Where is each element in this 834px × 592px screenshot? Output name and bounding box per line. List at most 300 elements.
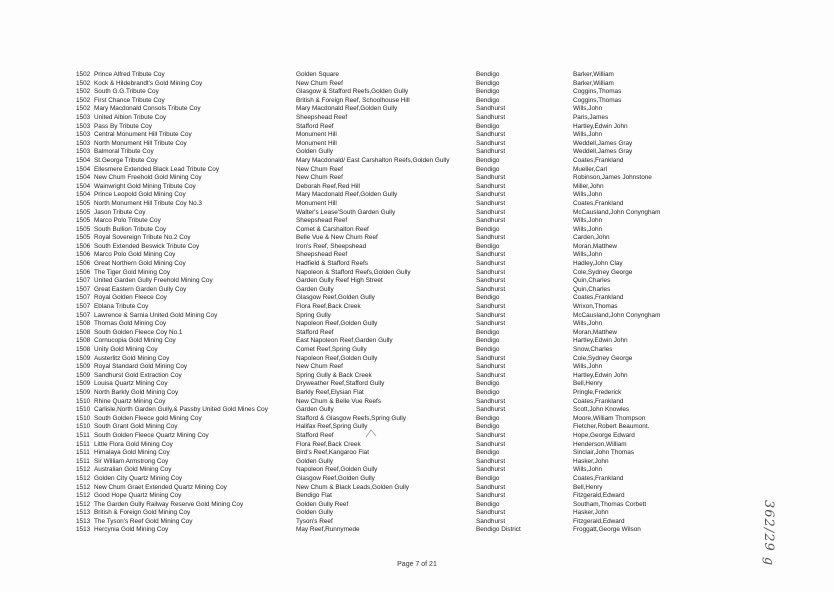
registrant-cell: Hope,George Edward bbox=[573, 431, 635, 439]
location-cell: Golden Gully bbox=[296, 509, 333, 517]
table-row bbox=[76, 372, 676, 381]
district-cell: Bendigo bbox=[476, 500, 500, 508]
location-cell: Spring Gully bbox=[296, 311, 331, 319]
company-name-cell: Royal Sovereign Tribute No.2 Coy bbox=[94, 234, 191, 242]
registrant-cell: Barker,William bbox=[573, 79, 614, 87]
entry-number-cell: 1505 bbox=[76, 225, 91, 233]
location-cell: Stafford Reef bbox=[296, 328, 334, 336]
company-name-cell: First Chance Tribute Coy bbox=[94, 96, 165, 104]
registrant-cell: Robinson,James Johnstone bbox=[573, 174, 652, 182]
location-cell: New Chum Reef bbox=[296, 79, 343, 87]
table-row bbox=[76, 492, 676, 501]
table-row bbox=[76, 114, 676, 123]
location-cell: May Reef,Runnymede bbox=[296, 526, 360, 534]
entry-number-cell: 1502 bbox=[76, 88, 91, 96]
entry-number-cell: 1503 bbox=[76, 148, 91, 156]
company-name-cell: Lawrence & Sarnia United Gold Mining Coy bbox=[94, 311, 218, 319]
table-row bbox=[76, 518, 676, 527]
registrant-cell: Wills,John bbox=[573, 131, 603, 139]
handwritten-reference-note: 362/29 g bbox=[761, 500, 776, 567]
registrant-cell: Fitzgerald,Edward bbox=[573, 492, 625, 500]
registrant-cell: Southam,Thomas Corbett bbox=[573, 500, 647, 508]
entry-number-cell: 1512 bbox=[76, 500, 91, 508]
registrant-cell: Fitzgerald,Edward bbox=[573, 517, 625, 525]
company-name-cell: Cornucopia Gold Mining Coy bbox=[94, 337, 176, 345]
district-cell: Bendigo bbox=[476, 165, 500, 173]
company-name-cell: Kock & Hildebrandt's Gold Mining Coy bbox=[94, 79, 203, 87]
location-cell: New Chum Reef bbox=[296, 165, 343, 173]
district-cell: Sandhurst bbox=[476, 208, 506, 216]
pen-mark bbox=[365, 428, 377, 438]
table-row bbox=[76, 174, 676, 183]
company-name-cell: New Chum Freehold Gold Mining Coy bbox=[94, 174, 202, 182]
district-cell: Sandhurst bbox=[476, 483, 506, 491]
registrant-cell: Moran,Matthew bbox=[573, 242, 618, 250]
table-row bbox=[76, 209, 676, 218]
company-name-cell: South Extended Beswick Tribute Coy bbox=[94, 242, 200, 250]
entry-number-cell: 1503 bbox=[76, 139, 91, 147]
entry-number-cell: 1510 bbox=[76, 414, 91, 422]
entry-number-cell: 1509 bbox=[76, 388, 91, 396]
registrant-cell: Hadley,John Clay bbox=[573, 260, 623, 268]
location-cell: Comet Reef,Spring Gully bbox=[296, 346, 367, 353]
table-row bbox=[76, 312, 676, 321]
company-name-cell: New Chum Graet Extended Quartz Mining Coy bbox=[94, 483, 227, 491]
district-cell: Sandhurst bbox=[476, 199, 506, 207]
location-cell: Golden Gully bbox=[296, 148, 333, 156]
location-cell: Sheepshead Reef bbox=[296, 217, 348, 225]
entry-number-cell: 1507 bbox=[76, 294, 91, 302]
company-name-cell: Prince Alfred Tribute Coy bbox=[94, 71, 165, 78]
registrant-cell: Paris,James bbox=[573, 113, 609, 121]
company-name-cell: Great Eastern Garden Gully Coy bbox=[94, 285, 187, 293]
table-row bbox=[76, 526, 676, 535]
entry-number-cell: 1504 bbox=[76, 156, 91, 164]
company-name-cell: United Albion Tribute Coy bbox=[94, 113, 167, 121]
registrant-cell: Fletcher,Robert Beaumont. bbox=[573, 423, 650, 431]
company-name-cell: Sir William Armstrong Coy bbox=[94, 457, 169, 465]
district-cell: Sandhurst bbox=[476, 492, 506, 500]
company-name-cell: British & Foreign Gold Mining Coy bbox=[94, 509, 191, 517]
table-row bbox=[76, 166, 676, 175]
district-cell: Bendigo bbox=[476, 294, 500, 302]
location-cell: New Chum Reef bbox=[296, 363, 343, 371]
location-cell: Golden Gully Reef bbox=[296, 500, 349, 508]
company-name-cell: Eblana Tribute Coy bbox=[94, 303, 149, 311]
table-row bbox=[76, 131, 676, 140]
registrant-cell: McCausland,John Conyngham bbox=[573, 311, 661, 319]
entry-number-cell: 1508 bbox=[76, 328, 91, 336]
table-row bbox=[76, 415, 676, 424]
registrant-cell: Barker,William bbox=[573, 71, 614, 78]
table-row bbox=[76, 286, 676, 295]
district-cell: Sandhurst bbox=[476, 105, 506, 113]
table-row bbox=[76, 234, 676, 243]
registrant-cell: Bell,Henry bbox=[573, 380, 603, 388]
location-cell: Garden Gully bbox=[296, 285, 334, 293]
location-cell: Barkly Reef,Elysian Flat bbox=[296, 388, 364, 396]
registrant-cell: Quin,Charles bbox=[573, 285, 611, 293]
entry-number-cell: 1507 bbox=[76, 277, 91, 285]
district-cell: Bendigo bbox=[476, 380, 500, 388]
entry-number-cell: 1504 bbox=[76, 191, 91, 199]
registrant-cell: Coggins,Thomas bbox=[573, 88, 622, 96]
registrant-cell: Wills,John bbox=[573, 466, 603, 474]
company-name-cell: Prince Leopold Gold Mining Coy bbox=[94, 191, 186, 199]
location-cell: British & Foreign Reef, Schoolhouse Hill bbox=[296, 96, 410, 104]
location-cell: Monument Hill bbox=[296, 199, 337, 207]
district-cell: Bendigo bbox=[476, 449, 500, 457]
registrant-cell: Henderson,William bbox=[573, 440, 627, 448]
district-cell: Sandhurst bbox=[476, 363, 506, 371]
entry-number-cell: 1511 bbox=[76, 457, 90, 465]
table-row bbox=[76, 449, 676, 458]
company-name-cell: Marco Polo Gold Mining Coy bbox=[94, 251, 176, 259]
company-name-cell: Wainwright Gold Mining Tribute Coy bbox=[94, 182, 196, 190]
company-name-cell: Rhine Quartz Mining Coy bbox=[94, 397, 166, 405]
location-cell: Deborah Reef,Red Hill bbox=[296, 182, 360, 190]
registrant-cell: Scott,John Knowles bbox=[573, 406, 630, 414]
district-cell: Sandhurst bbox=[476, 457, 506, 465]
entry-number-cell: 1508 bbox=[76, 346, 91, 353]
location-cell: Stafford Reef bbox=[296, 431, 334, 439]
entry-number-cell: 1506 bbox=[76, 242, 91, 250]
registrant-cell: Coates,Frankland bbox=[573, 156, 624, 164]
district-cell: Sandhurst bbox=[476, 131, 506, 139]
table-row bbox=[76, 458, 676, 467]
company-name-cell: Australian Gold Mining Coy bbox=[94, 466, 172, 474]
registrant-cell: Wills,John bbox=[573, 191, 603, 199]
location-cell: Napoleon Reef,Golden Gully bbox=[296, 354, 378, 362]
location-cell: Monument Hill bbox=[296, 131, 337, 139]
district-cell: Bendigo bbox=[476, 388, 500, 396]
location-cell: Flora Reef,Back Creek bbox=[296, 303, 361, 311]
table-row bbox=[76, 475, 676, 484]
location-cell: Walter's Lease'South Garden Gully bbox=[296, 208, 396, 216]
company-name-cell: Royal Golden Fleece Coy bbox=[94, 294, 167, 302]
company-name-cell: Sandhurst Gold Extraction Coy bbox=[94, 371, 182, 379]
entry-number-cell: 1502 bbox=[76, 79, 91, 87]
district-cell: Sandhurst bbox=[476, 509, 506, 517]
company-name-cell: Mary Macdonald Consols Tribute Coy bbox=[94, 105, 201, 113]
location-cell: Bird's Reef,Kangaroo Flat bbox=[296, 449, 369, 457]
location-cell: Flora Reef,Back Creek bbox=[296, 440, 361, 448]
location-cell: East Napoleon Reef,Garden Gully bbox=[296, 337, 393, 345]
district-cell: Sandhurst bbox=[476, 182, 506, 190]
company-name-cell: Good Hope Quartz Mining Coy bbox=[94, 492, 182, 500]
location-cell: New Chum & Belle Vue Reefs bbox=[296, 397, 382, 405]
company-name-cell: North Monument Hill Tribute Coy bbox=[94, 139, 187, 147]
table-row bbox=[76, 200, 676, 209]
registrant-cell: Wills,John bbox=[573, 251, 603, 259]
registrant-cell: Cole,Sydney George bbox=[573, 354, 633, 362]
location-cell: Napoleon Reef,Golden Gully bbox=[296, 466, 378, 474]
location-cell: Stafford Reef bbox=[296, 122, 334, 130]
table-row bbox=[76, 260, 676, 269]
table-row bbox=[76, 217, 676, 226]
table-row bbox=[76, 191, 676, 200]
entry-number-cell: 1503 bbox=[76, 131, 91, 139]
district-cell: Sandhurst bbox=[476, 277, 506, 285]
district-cell: Bendigo bbox=[476, 225, 500, 233]
entry-number-cell: 1505 bbox=[76, 234, 91, 242]
registrant-cell: Weddell,James Gray bbox=[573, 148, 633, 156]
company-name-cell: The Tiger Gold Mining Coy bbox=[94, 268, 171, 276]
district-cell: Sandhurst bbox=[476, 191, 506, 199]
location-cell: Dryweather Reef,Stafford Gully bbox=[296, 380, 385, 388]
registrant-cell: Hasker,John bbox=[573, 457, 609, 465]
register-table bbox=[76, 71, 676, 535]
district-cell: Bendigo bbox=[476, 79, 500, 87]
company-name-cell: South Bullion Tribute Coy bbox=[94, 225, 167, 233]
company-name-cell: Pass By Tribute Coy bbox=[94, 122, 152, 130]
table-row bbox=[76, 320, 676, 329]
location-cell: Halifax Reef,Spring Gully bbox=[296, 423, 368, 431]
location-cell: Mary Macdonald Reef,Golden Gully bbox=[296, 191, 398, 199]
company-name-cell: Great Northern Gold Mining Coy bbox=[94, 260, 186, 268]
registrant-cell: Weddell,James Gray bbox=[573, 139, 633, 147]
location-cell: Comet & Carshalton Reef bbox=[296, 225, 369, 233]
district-cell: Sandhurst bbox=[476, 260, 506, 268]
table-row bbox=[76, 294, 676, 303]
table-row bbox=[76, 484, 676, 493]
table-row bbox=[76, 105, 676, 114]
district-cell: Sandhurst bbox=[476, 174, 506, 182]
entry-number-cell: 1512 bbox=[76, 492, 91, 500]
entry-number-cell: 1502 bbox=[76, 71, 91, 78]
district-cell: Bendigo District bbox=[476, 526, 521, 534]
registrant-cell: Hartley,Edwin John bbox=[573, 122, 628, 130]
entry-number-cell: 1509 bbox=[76, 363, 91, 371]
table-row bbox=[76, 243, 676, 252]
table-row bbox=[76, 303, 676, 312]
company-name-cell: United Garden Gully Freehold Mining Coy bbox=[94, 277, 213, 285]
district-cell: Sandhurst bbox=[476, 303, 506, 311]
company-name-cell: Central Monument Hill Tribute Coy bbox=[94, 131, 192, 139]
company-name-cell: South Golden Fleece Coy No.1 bbox=[94, 328, 183, 336]
registrant-cell: Wrixon,Thomas bbox=[573, 303, 618, 311]
company-name-cell: Unity Gold Mining Coy bbox=[94, 346, 158, 353]
district-cell: Sandhurst bbox=[476, 440, 506, 448]
table-row bbox=[76, 140, 676, 149]
district-cell: Bendigo bbox=[476, 71, 500, 78]
district-cell: Bendigo bbox=[476, 414, 500, 422]
table-row bbox=[76, 389, 676, 398]
entry-number-cell: 1513 bbox=[76, 517, 91, 525]
table-row bbox=[76, 277, 676, 286]
entry-number-cell: 1511 bbox=[76, 431, 90, 439]
registrant-cell: Wills,John bbox=[573, 105, 603, 113]
entry-number-cell: 1502 bbox=[76, 105, 91, 113]
location-cell: Mary Macdonald/ East Carshalton Reefs,Golden Gully bbox=[296, 156, 450, 164]
table-row bbox=[76, 380, 676, 389]
registrant-cell: Wills,John bbox=[573, 225, 603, 233]
district-cell: Sandhurst bbox=[476, 517, 506, 525]
location-cell: Belle Vue & New Chum Reef bbox=[296, 234, 378, 242]
district-cell: Bendigo bbox=[476, 96, 500, 104]
district-cell: Sandhurst bbox=[476, 466, 506, 474]
table-row bbox=[76, 509, 676, 518]
table-row bbox=[76, 226, 676, 235]
table-row bbox=[76, 183, 676, 192]
registrant-cell: Coates,Frankland bbox=[573, 397, 624, 405]
registrant-cell: Hartley,Edwin John bbox=[573, 337, 628, 345]
district-cell: Sandhurst bbox=[476, 251, 506, 259]
registrant-cell: Hasker,John bbox=[573, 509, 609, 517]
location-cell: Sheepshead Reef bbox=[296, 113, 348, 121]
location-cell: Stafford & Glasgow Reefs,Spring Gully bbox=[296, 414, 406, 422]
table-row bbox=[76, 466, 676, 475]
location-cell: Garden Gully Reef High Street bbox=[296, 277, 383, 285]
table-row bbox=[76, 329, 676, 338]
table-row bbox=[76, 355, 676, 364]
entry-number-cell: 1509 bbox=[76, 354, 91, 362]
company-name-cell: The Tyson's Reef Gold Mining Coy bbox=[94, 517, 193, 525]
location-cell: Golden Gully bbox=[296, 457, 333, 465]
registrant-cell: Moore,William Thompson bbox=[573, 414, 646, 422]
registrant-cell: Bell,Henry bbox=[573, 483, 603, 491]
table-row bbox=[76, 123, 676, 132]
registrant-cell: Hartley,Edwin John bbox=[573, 371, 628, 379]
company-name-cell: North Barkly Gold Mining Coy bbox=[94, 388, 179, 396]
company-name-cell: Balmoral Tribute Coy bbox=[94, 148, 154, 156]
table-row bbox=[76, 346, 676, 355]
location-cell: Tyson's Reef bbox=[296, 517, 333, 525]
company-name-cell: South Grant Gold Mining Coy bbox=[94, 423, 178, 431]
table-row bbox=[76, 80, 676, 89]
district-cell: Bendigo bbox=[476, 346, 500, 353]
company-name-cell: Himalaya Gold Mining Coy bbox=[94, 449, 170, 457]
table-row bbox=[76, 97, 676, 106]
registrant-cell: McCausland,John Conyngham bbox=[573, 208, 661, 216]
location-cell: New Chum & Black Leads,Golden Gully bbox=[296, 483, 409, 491]
table-row bbox=[76, 71, 676, 80]
district-cell: Bendigo bbox=[476, 337, 500, 345]
company-name-cell: Ellesmere Extended Black Lead Tribute Coy bbox=[94, 165, 220, 173]
registrant-cell: Coates,Frankland bbox=[573, 474, 624, 482]
entry-number-cell: 1509 bbox=[76, 371, 91, 379]
registrant-cell: Coates,Frankland bbox=[573, 294, 624, 302]
entry-number-cell: 1503 bbox=[76, 113, 91, 121]
entry-number-cell: 1503 bbox=[76, 122, 91, 130]
table-row bbox=[76, 251, 676, 260]
district-cell: Bendigo bbox=[476, 156, 500, 164]
company-name-cell: South Golden Fleece Quartz Mining Coy bbox=[94, 431, 209, 439]
location-cell: New Chum Reef bbox=[296, 174, 343, 182]
district-cell: Bendigo bbox=[476, 122, 500, 130]
entry-number-cell: 1505 bbox=[76, 217, 91, 225]
registrant-cell: Wills,John bbox=[573, 217, 603, 225]
location-cell: Napoleon Reef,Golden Gully bbox=[296, 320, 378, 328]
entry-number-cell: 1506 bbox=[76, 268, 91, 276]
entry-number-cell: 1504 bbox=[76, 182, 91, 190]
district-cell: Sandhurst bbox=[476, 397, 506, 405]
location-cell: Hadfield & Stafford Reefs bbox=[296, 260, 368, 268]
registrant-cell: Mueller,Carl bbox=[573, 165, 608, 173]
registrant-cell: Coggins,Thomas bbox=[573, 96, 622, 104]
entry-number-cell: 1505 bbox=[76, 208, 91, 216]
company-name-cell: South Golden Fleece gold Mining Coy bbox=[94, 414, 202, 422]
company-name-cell: Little Flora Gold Mining Coy bbox=[94, 440, 173, 448]
location-cell: Mary Macdonald Reef,Golden Gully bbox=[296, 105, 398, 113]
registrant-cell: Moran,Matthew bbox=[573, 328, 618, 336]
company-name-cell: Royal Standard Gold Mining Coy bbox=[94, 363, 188, 371]
entry-number-cell: 1510 bbox=[76, 406, 91, 414]
location-cell: Glasgow Reef,Golden Gully bbox=[296, 474, 375, 482]
district-cell: Bendigo bbox=[476, 474, 500, 482]
registrant-cell: Pringle,Frederick bbox=[573, 388, 622, 396]
entry-number-cell: 1507 bbox=[76, 285, 91, 293]
company-name-cell: Jason Tribute Coy bbox=[94, 208, 146, 216]
district-cell: Sandhurst bbox=[476, 311, 506, 319]
entry-number-cell: 1513 bbox=[76, 509, 91, 517]
company-name-cell: Louisa Quartz Mining Coy bbox=[94, 380, 168, 388]
location-cell: Glasgow Reef,Golden Gully bbox=[296, 294, 375, 302]
registrant-cell: Coates,Frankland bbox=[573, 199, 624, 207]
registrant-cell: Miller,John bbox=[573, 182, 604, 190]
location-cell: Iron's Reef, Sheepshead bbox=[296, 242, 367, 250]
location-cell: Garden Gully bbox=[296, 406, 334, 414]
entry-number-cell: 1506 bbox=[76, 251, 91, 259]
entry-number-cell: 1504 bbox=[76, 174, 91, 182]
entry-number-cell: 1502 bbox=[76, 96, 91, 104]
district-cell: Sandhurst bbox=[476, 320, 506, 328]
registrant-cell: Froggatt,George Wilson bbox=[573, 526, 641, 534]
table-row bbox=[76, 269, 676, 278]
company-name-cell: Austerlitz Gold Mining Coy bbox=[94, 354, 170, 362]
registrant-cell: Carden,John bbox=[573, 234, 610, 242]
registrant-cell: Sinclair,John Thomas bbox=[573, 449, 634, 457]
district-cell: Sandhurst bbox=[476, 406, 506, 414]
district-cell: Sandhurst bbox=[476, 268, 506, 276]
district-cell: Bendigo bbox=[476, 242, 500, 250]
company-name-cell: St.George Tribute Coy bbox=[94, 156, 158, 164]
table-row bbox=[76, 398, 676, 407]
company-name-cell: Carlisle,North Garden Gully,& Passby United Gold Mines Coy bbox=[94, 406, 268, 414]
registrant-cell: Quin,Charles bbox=[573, 277, 611, 285]
entry-number-cell: 1508 bbox=[76, 320, 91, 328]
district-cell: Sandhurst bbox=[476, 148, 506, 156]
district-cell: Bendigo bbox=[476, 423, 500, 431]
entry-number-cell: 1512 bbox=[76, 474, 91, 482]
location-cell: Bendigo Flat bbox=[296, 492, 332, 500]
entry-number-cell: 1507 bbox=[76, 311, 91, 319]
entry-number-cell: 1505 bbox=[76, 199, 91, 207]
entry-number-cell: 1506 bbox=[76, 260, 91, 268]
district-cell: Sandhurst bbox=[476, 285, 506, 293]
entry-number-cell: 1510 bbox=[76, 397, 91, 405]
district-cell: Sandhurst bbox=[476, 113, 506, 121]
company-name-cell: The Garden Gully Railway Reserve Gold Mining Coy bbox=[94, 500, 244, 508]
entry-number-cell: 1507 bbox=[76, 303, 91, 311]
company-name-cell: North Monument Hill Tribute Coy No.3 bbox=[94, 199, 202, 207]
district-cell: Sandhurst bbox=[476, 354, 506, 362]
table-row bbox=[76, 88, 676, 97]
table-row bbox=[76, 406, 676, 415]
page-number-footer: Page 7 of 21 bbox=[397, 561, 437, 568]
district-cell: Sandhurst bbox=[476, 217, 506, 225]
district-cell: Sandhurst bbox=[476, 431, 506, 439]
location-cell: Sheepshead Reef bbox=[296, 251, 348, 259]
company-name-cell: South G.G.Tribute Coy bbox=[94, 88, 159, 96]
entry-number-cell: 1508 bbox=[76, 337, 91, 345]
registrant-cell: Cole,Sydney George bbox=[573, 268, 633, 276]
district-cell: Sandhurst bbox=[476, 234, 506, 242]
entry-number-cell: 1510 bbox=[76, 423, 91, 431]
table-row bbox=[76, 337, 676, 346]
entry-number-cell: 1504 bbox=[76, 165, 91, 173]
location-cell: Golden Square bbox=[296, 71, 339, 78]
